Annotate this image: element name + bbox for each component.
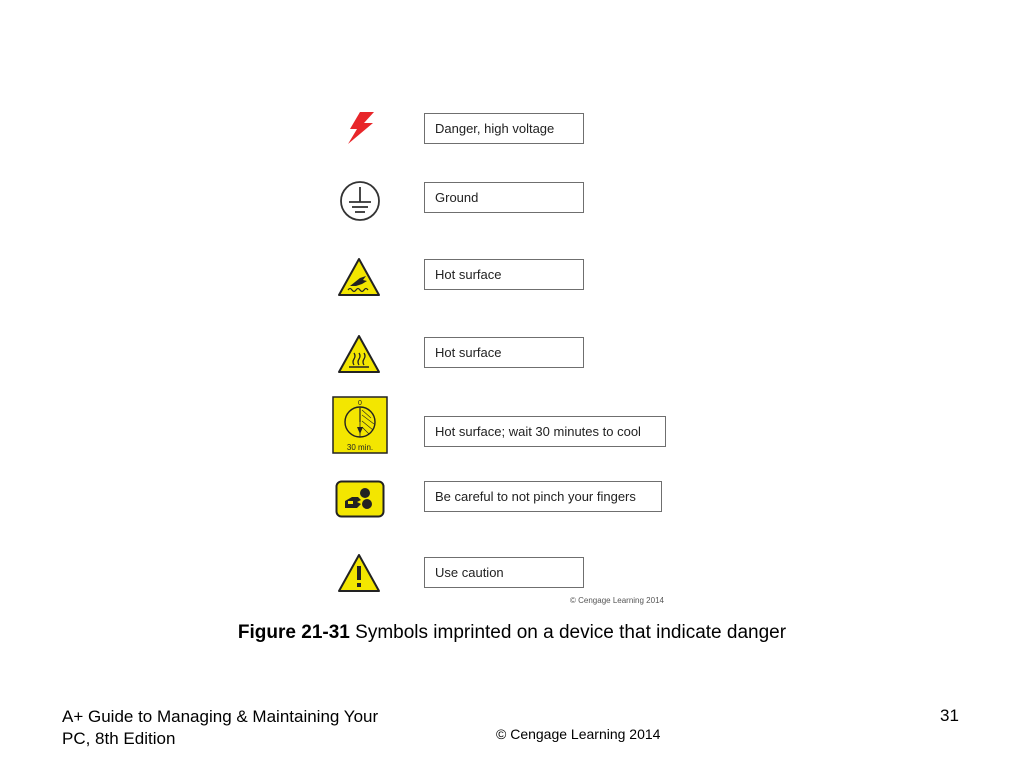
figure-credit: © Cengage Learning 2014: [570, 596, 664, 605]
timer-duration-label: 30 min.: [346, 443, 374, 452]
label-hot-surface-2: Hot surface: [424, 337, 584, 368]
label-ground: Ground: [424, 182, 584, 213]
cool-timer-icon: [332, 396, 388, 454]
footer-book-line2: PC, 8th Edition: [62, 729, 176, 748]
footer-book-title: [62, 706, 378, 750]
ground-icon: [338, 180, 382, 222]
caution-icon: [336, 552, 382, 594]
figure-number: Figure 21-31: [237, 622, 350, 643]
timer-start-label: 0: [358, 400, 362, 407]
high-voltage-icon: [340, 110, 380, 146]
label-hot-surface-1: Hot surface: [424, 259, 584, 290]
label-use-caution: Use caution: [424, 557, 584, 588]
label-pinch-fingers: Be careful to not pinch your fingers: [424, 481, 662, 512]
hot-surface-hand-icon: [336, 256, 382, 298]
footer-book-line1: A+ Guide to Managing & Maintaining Your: [62, 707, 379, 726]
figure-caption-text: Symbols imprinted on a device that indicate danger: [355, 622, 787, 643]
label-danger-high-voltage: Danger, high voltage: [424, 113, 584, 144]
footer-copyright: © Cengage Learning 2014: [496, 726, 661, 742]
pinch-fingers-icon: [335, 480, 385, 518]
label-wait-to-cool: Hot surface; wait 30 minutes to cool: [424, 416, 666, 447]
figure-caption: [0, 622, 1024, 644]
hot-surface-heat-icon: [336, 333, 382, 375]
page-number: 31: [940, 706, 959, 725]
